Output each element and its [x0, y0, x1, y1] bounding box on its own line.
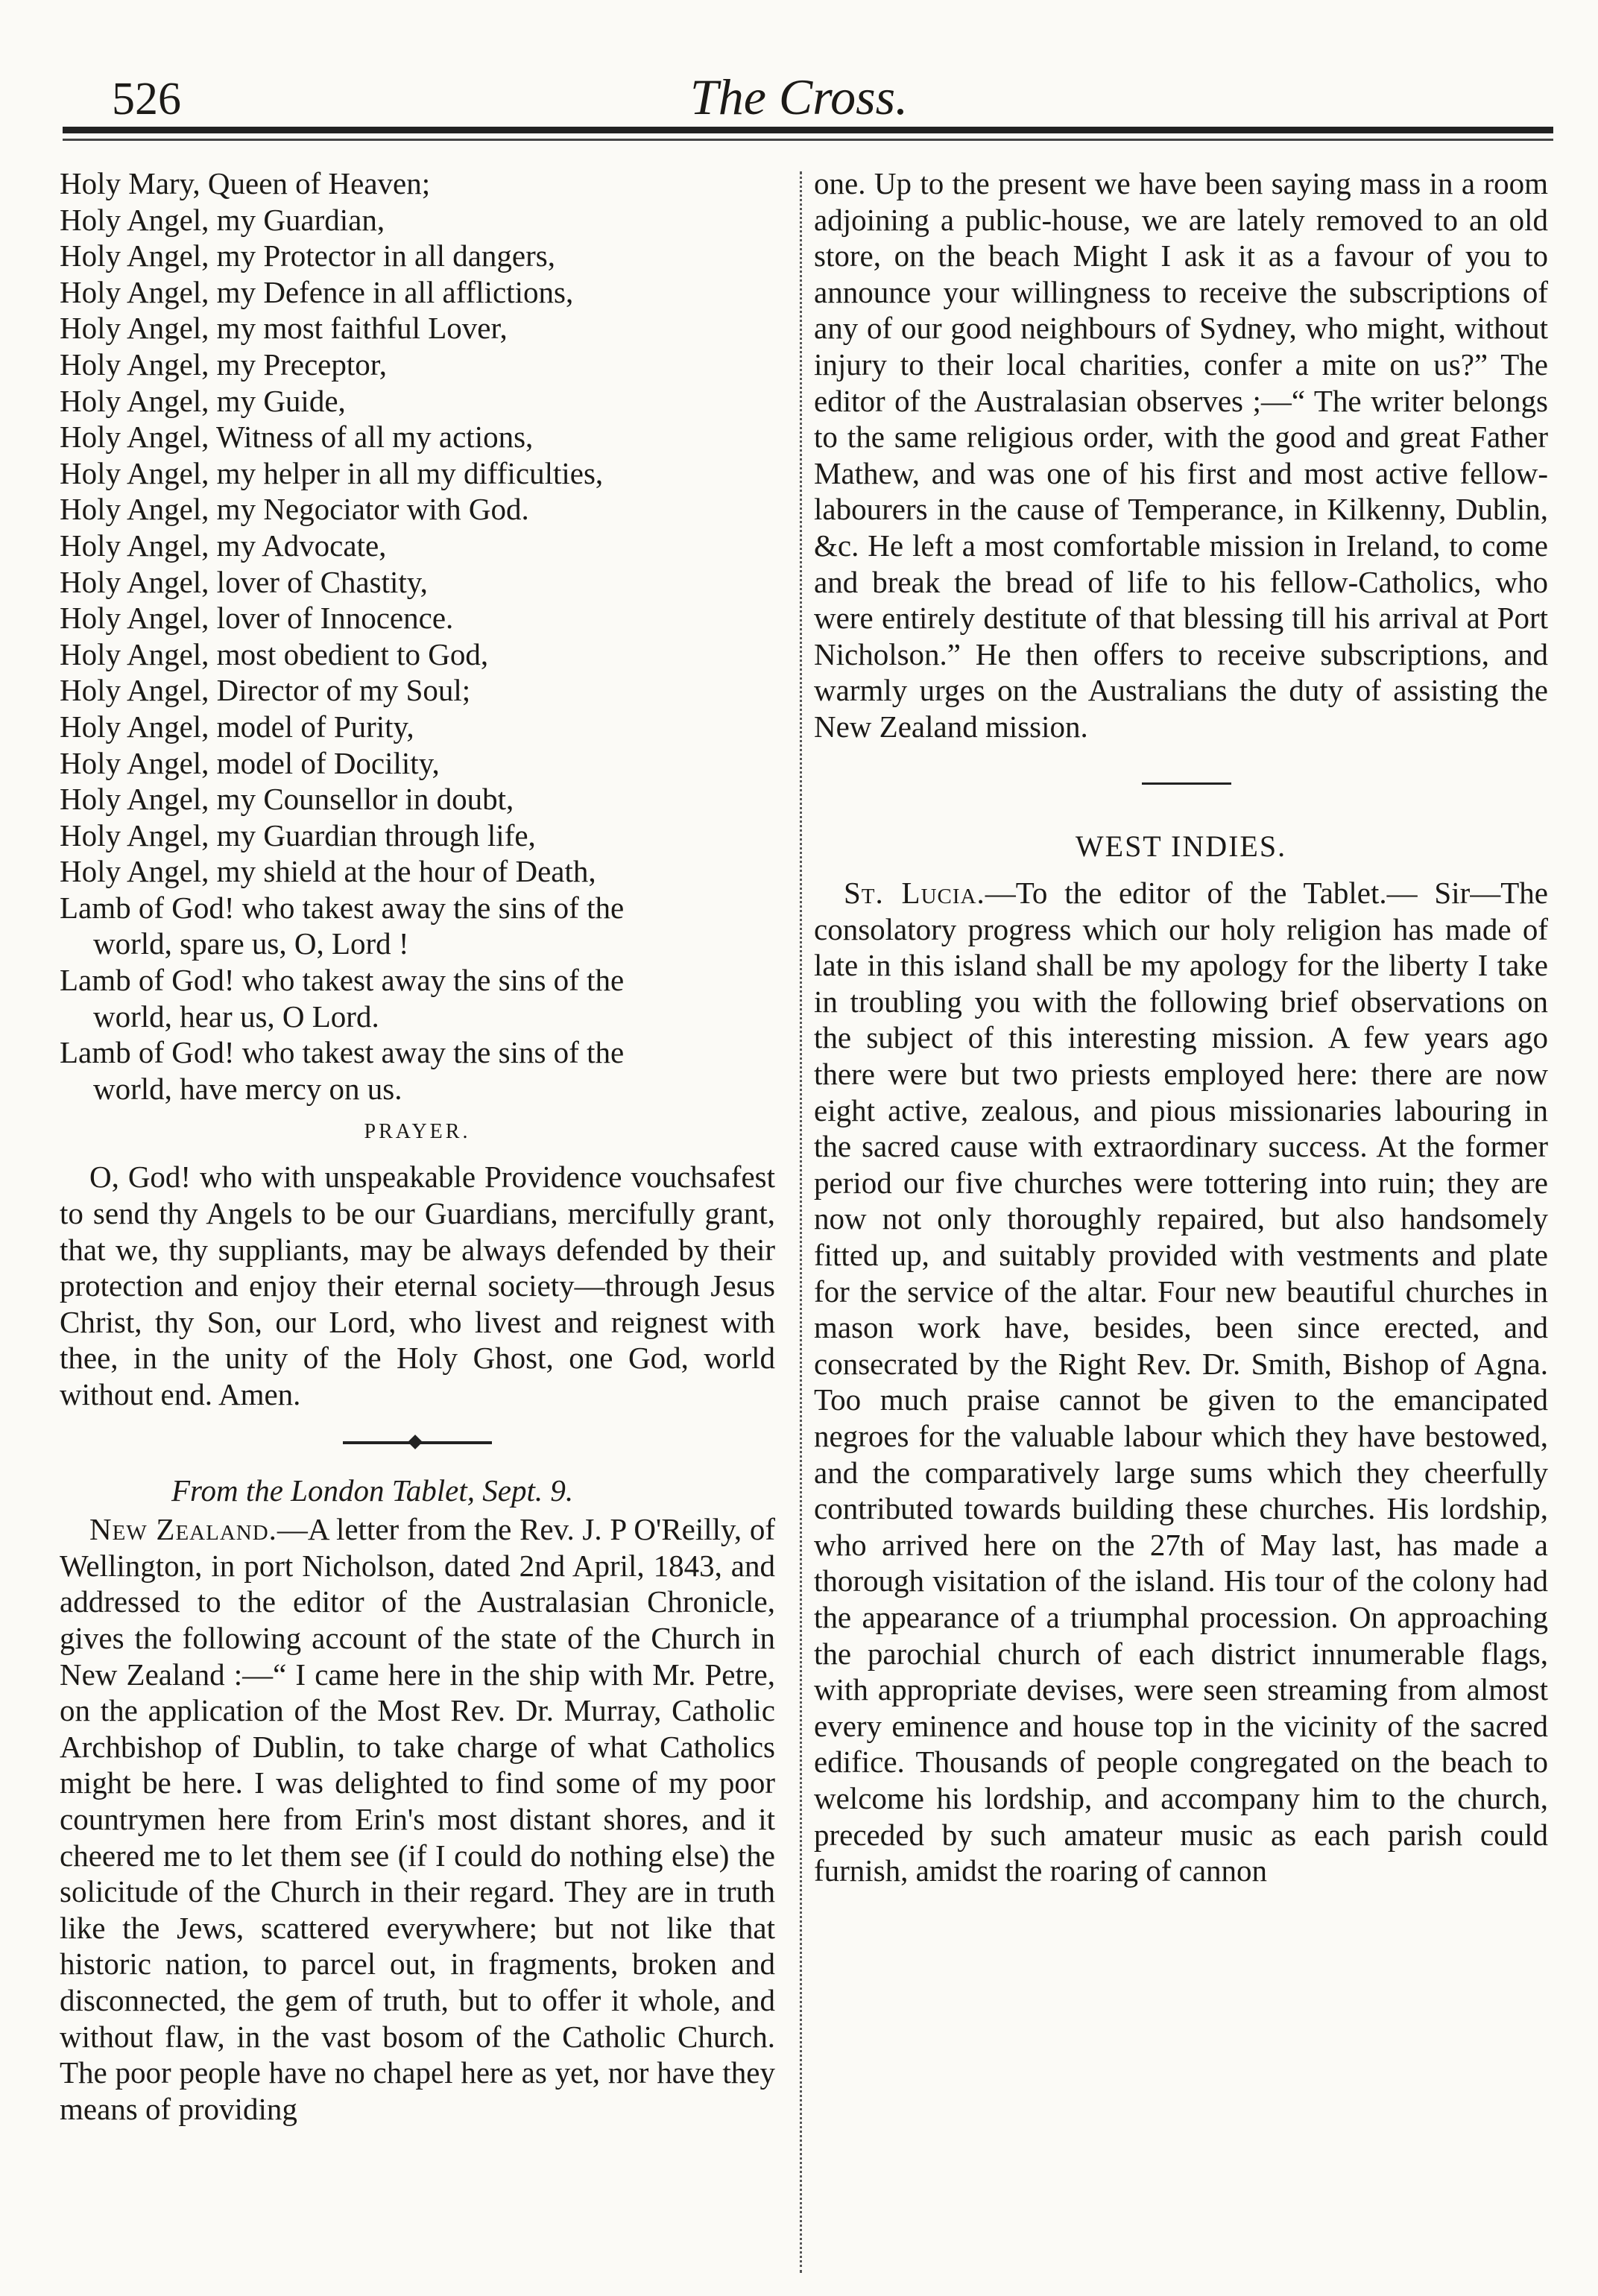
litany-line: Holy Angel, my Guide, [60, 383, 346, 418]
litany-line: Holy Mary, Queen of Heaven; [60, 166, 431, 200]
lamb-of-god-invocations [60, 890, 775, 1107]
litany-line: Holy Angel, my Defence in all afflictions, [60, 274, 574, 309]
ornament-diamond [408, 1435, 423, 1449]
new-zealand-article [60, 1511, 775, 2127]
litany-line: Holy Angel, my shield at the hour of Death, [60, 854, 596, 889]
header-rule-thick [63, 127, 1553, 133]
st-lucia-article [814, 875, 1548, 1889]
litany-line: Holy Angel, my Protector in all dangers, [60, 238, 555, 273]
litany-line: Holy Angel, Director of my Soul; [60, 673, 471, 708]
section-rule [814, 745, 1548, 820]
litany-line: Holy Angel, my Preceptor, [60, 347, 388, 382]
prayer-heading: PRAYER. [364, 1120, 471, 1144]
short-rule-line [1142, 782, 1231, 785]
right-column [814, 165, 1548, 1889]
lamb-line-response: world, hear us, O Lord. [93, 999, 379, 1034]
litany-line: Holy Angel, model of Docility, [60, 745, 440, 780]
lamb-line: Lamb of God! who takest away the sins of the [60, 1035, 625, 1070]
litany-line: Holy Angel, my Counsellor in doubt, [60, 782, 514, 817]
lamb-line: Lamb of God! who takest away the sins of the [60, 890, 625, 925]
left-column [60, 165, 775, 2127]
st-lucia-text: —To the editor of the Tablet.— Sir—The consolatory progress which our holy religion has made of late in this island shall be my apology for the liberty I take in troubling you with the following brief observations on the subject of this interesting mission. A few years ago there were but two priests employed here: there are now eight active, zealous, and pious missionaries labouring in the sacred cause with extraordinary success. At the former period our five churches were tottering into ruin; they are now not only thoroughly repaired, but also handsomely fitted up, and suitably provided with vestments and plate for the service of the altar. Four new beautiful churches in mason work have, besides, been since erected, and consecrated by the Right Rev. Dr. Smith, Bishop of Agna. Too much praise cannot be given to the emancipated negroes for the valuable labour which they have bestowed, and the comparatively large sums which they cheerfully contributed towards building these churches. His lordship, who arrived here on the 27th of May last, has made a thorough visitation of the island. His tour of the colony had the appearance of a triumphal procession. On approaching the parochial church of each district innumerable flags, with appropriate devises, were seen streaming from almost every eminence and house top in the vicinity of the sacred edifice. Thousands of people congregated on the beach to welcome his lordship, and accompany him to the church, preceded by such amateur music as each parish could furnish, amidst the roaring of cannon [814, 876, 1548, 1888]
prayer-text: O, God! who with unspeakable Providence vouchsafest to send thy Angels to be our Guardians, mercifully grant, that we, thy suppliants, may be always defended by their protection and enjoy their eternal society—through Jesus Christ, thy Son, our Lord, who livest and reignest with thee, in the unity of the Holy Ghost, one God, world without end. Amen. [60, 1160, 775, 1411]
litany-line: Holy Angel, most obedient to God, [60, 636, 489, 671]
lamb-line: Lamb of God! who takest away the sins of the [60, 963, 625, 998]
litany-line: Holy Angel, my Guardian through life, [60, 817, 536, 853]
litany-line: Holy Angel, Witness of all my actions, [60, 420, 534, 455]
litany-line: Holy Angel, my most faithful Lover, [60, 311, 508, 346]
page-number: 526 [112, 74, 181, 124]
litany-line: Holy Angel, my helper in all my difficulties, [60, 455, 604, 490]
new-zealand-text: —A letter from the Rev. J. P O'Reilly, of Wellington, in port Nicholson, dated 2nd April, 1843, and addressed to the editor of the Australasian Chronicle, gives the following account of the state of the Church in New Zealand :—“ I came here in the ship with Mr. Petre, on the application of the Most Rev. Dr. Murray, Catholic Archbishop of Dublin, to take charge of what Catholics might be here. I was delighted to find some of my poor countrymen here from Erin's most distant shores, and it cheered me to let them see (if I could do nothing else) the solicitude of the Church in their regard. They are in truth like the Jews, scattered everywhere; but not like that historic nation, to parcel out, in fragments, broken and disconnected, the gem of truth, but to offer it whole, and without flaw, in the vast bosom of the Catholic Church. The poor people have no chapel here as yet, nor have they means of providing [60, 1512, 775, 2126]
litany-line: Holy Angel, lover of Chastity, [60, 564, 428, 599]
litany-line: Holy Angel, model of Purity, [60, 709, 414, 744]
new-zealand-heading: New Zealand. [89, 1512, 277, 1547]
new-zealand-continued: one. Up to the present we have been saying mass in a room adjoining a public-house, we are lately removed to an old store, on the beach Might I ask it as a favour of you to announce your willingness to receive the subscriptions of any of our good neighbours of Sydney, who might, without injury to their local charities, confer a mite on us?” The editor of the Australasian observes ;—“ The writer belongs to the same religious order, with the good and great Father Mathew, and was one of his first and most active fellow-labourers in the cause of Temperance, in Kilkenny, Dublin, &c. He left a most comfortable mission in Ireland, to come and break the bread of life to his fellow-Catholics, who were entirely destitute of that blessing till his arrival at Port Nicholson.” He then offers to receive subscriptions, and warmly urges on the Australians the duty of assisting the New Zealand mission. [814, 166, 1548, 744]
litany-line: Holy Angel, my Negociator with God. [60, 492, 529, 527]
source-attribution: From the London Tablet, Sept. 9. [171, 1473, 574, 1508]
lamb-line-response: world, spare us, O, Lord ! [93, 926, 409, 961]
lamb-line-response: world, have mercy on us. [93, 1071, 402, 1106]
header-rule-thin [63, 139, 1553, 141]
section-ornament [60, 1420, 775, 1465]
st-lucia-heading: St. Lucia. [844, 876, 985, 911]
west-indies-heading: WEST INDIES. [1075, 829, 1287, 863]
page-header [0, 45, 1598, 127]
running-title: The Cross. [689, 69, 909, 125]
litany-line: Holy Angel, my Guardian, [60, 202, 385, 237]
column-divider [800, 171, 802, 2273]
litany-line: Holy Angel, lover of Innocence. [60, 601, 454, 636]
litany-line: Holy Angel, my Advocate, [60, 528, 387, 563]
litany [60, 165, 775, 890]
